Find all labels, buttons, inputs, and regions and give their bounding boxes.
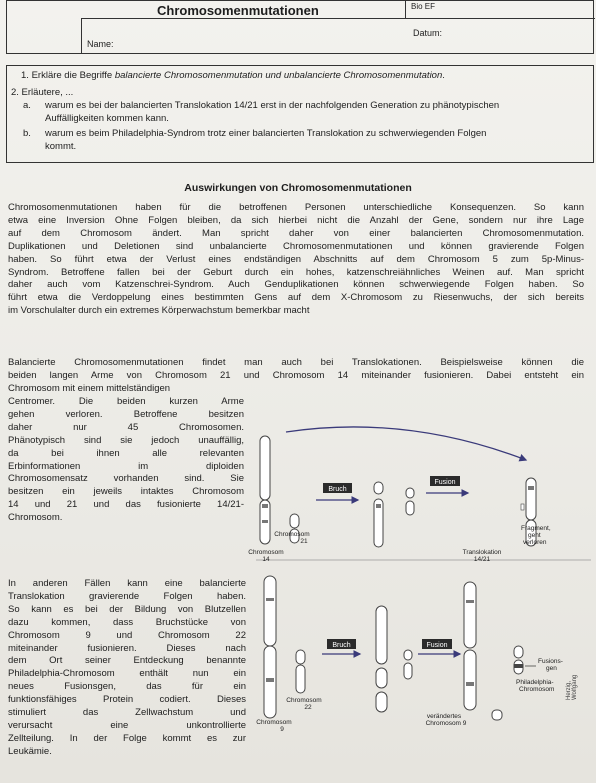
- altered-9-label-2: Chromosom 9: [425, 720, 467, 727]
- altered-chromosome-9: [464, 582, 476, 710]
- text-line: Syndrom. Betroffene fallen bei der Geburt durch ein hohes, katzenschreiähnliches Weinen auf. Man spricht: [8, 266, 584, 278]
- text-line: Philadelphia-Chromosom enthält nun ein: [8, 668, 246, 680]
- fusion-label: Fusion: [434, 479, 456, 486]
- text-line: haben. So führt etwa der Verlust eines endständigen Abschnitts auf dem Chromosom 5 zum 5p-Minus-: [8, 253, 584, 265]
- task-2a: [23, 100, 545, 125]
- fusion-label-2: Fusion: [426, 642, 448, 649]
- text-line: daher nur 45 Chromosomen.: [8, 421, 244, 433]
- task-2a-label: a.: [23, 100, 31, 111]
- text-line: Erbinformationen im diploiden: [8, 460, 244, 472]
- fragment-goes-label: geht: [528, 532, 541, 539]
- task-2b-text: warum es beim Philadelphia-Syndrom trotz einer balancierten Translokation zu schwerwiegenden Folgen kommt.: [45, 128, 487, 152]
- text-line: So kann es bei der Bildung von Blutzellen: [8, 603, 246, 615]
- chromosome-22-number: 22: [304, 704, 312, 711]
- text-line: gehen verloren. Betroffene besitzen: [8, 408, 244, 420]
- reference-arrow: [286, 427, 526, 460]
- chromosome-21: [290, 514, 299, 543]
- text-line: Phänotypisch sind sie jedoch unauffällig,: [8, 434, 244, 446]
- divider: [81, 18, 82, 54]
- text-line: führt etwa die Verdoppelung eines bestimmten Gens auf dem X-Chromosom zu Riesenwuchs, der sich bereits: [8, 292, 584, 304]
- text-line: Leukämie.: [8, 745, 52, 757]
- text-line: etwa eine Inversion Ohne Folgen bleiben, da sich hierbei nicht die Anzahl der Gene, sondern nur ihre Lage: [8, 214, 584, 226]
- translocation-diagram: [246, 420, 591, 770]
- text-line: Balancierte Chromosomenmutationen findet man auch bei Translokationen. Beispielsweise können die: [8, 357, 584, 368]
- chromosome-14-number: 14: [262, 556, 270, 563]
- text-line: miteinander fusionieren. Dieses nach: [8, 642, 246, 654]
- divider: [405, 1, 406, 19]
- text-line: verursacht eine unkontrollierte: [8, 719, 246, 731]
- text-line: funktionsfähiges Protein codiert. Dieses: [8, 694, 246, 706]
- subject-label: Bio EF: [411, 2, 436, 11]
- task-1-text-post: .: [442, 70, 445, 81]
- header-box: [6, 0, 594, 54]
- altered-9-label: verändertes: [426, 713, 462, 720]
- chromosome-9: [264, 576, 276, 718]
- task-1-terms: balancierte Chromosomenmutation und unbalancierte Chromosomenmutation: [114, 70, 443, 81]
- text-line: Chromosom.: [8, 512, 63, 524]
- image-credit: Herzig, Wolfgang: [566, 674, 578, 700]
- fusionsgen-label: Fusions-: [538, 658, 563, 665]
- bruch-label-box: [323, 483, 352, 493]
- fusion-label-box: [422, 639, 452, 649]
- broken-chromosomes: [374, 482, 414, 547]
- date-label: Datum:: [413, 28, 443, 38]
- paragraph-3: [8, 578, 246, 759]
- bruch-label: Bruch: [328, 486, 347, 493]
- paragraph-1: [8, 202, 584, 318]
- chromosome-21-number: 21: [300, 538, 308, 545]
- text-line: In anderen Fällen kann eine balancierte: [8, 578, 246, 589]
- worksheet-title: Chromosomenmutationen: [157, 3, 319, 18]
- task-1-text-pre: Erkläre die Begriffe: [31, 70, 115, 81]
- philadelphia-label-2: Chromosom: [519, 686, 555, 693]
- text-line: Zellteilung. In der Folge kommt es zur: [8, 732, 246, 744]
- text-line: auf dem Chromosom ändert. Man spricht daher von einer balancierten Chromosomenmutation.: [8, 227, 584, 239]
- text-line: Chromosomensatz vorhanden sind. Sie: [8, 473, 244, 485]
- text-line: daher auch vom Katzenschrei-Syndrom. Auch Genduplikationen können schwerwiegende Folgen haben. So: [8, 279, 584, 291]
- chromosome-9-label: Chromosom: [256, 719, 292, 726]
- fusionsgen-label-2: gen: [546, 665, 557, 672]
- fragment-lost-label: verloren: [523, 539, 547, 546]
- text-line: Chromosom 9 und Chromosom 22: [8, 629, 246, 641]
- text-line: besitzen ein jeweils intaktes Chromosom: [8, 486, 244, 498]
- text-line: stimuliert das Zellwachstum und: [8, 707, 246, 719]
- text-line: dazu kommen, dass Bruchstücke von: [8, 616, 246, 628]
- text-line: im Vorschulalter durch ein extremes Körperwachstum bemerkbar macht: [8, 305, 310, 317]
- bruch-label-box: [327, 639, 356, 649]
- task-2b: [23, 128, 515, 153]
- task-1: [21, 70, 445, 83]
- chromosome-14: [260, 436, 270, 544]
- translocation-label: Translokation: [462, 549, 502, 556]
- text-line: dem Ort seiner Entdeckung benannte: [8, 655, 246, 667]
- chromosome-22: [296, 650, 305, 693]
- task-1-number: 1.: [21, 70, 29, 81]
- section-title: Auswirkungen von Chromosomenmutationen: [184, 182, 412, 194]
- paragraph-2-column: [8, 396, 244, 525]
- text-line: Centromer. Die beiden kurzen Arme: [8, 396, 244, 407]
- philadelphia-label: Philadelphia-: [516, 679, 554, 686]
- chromosome-fragment: [492, 710, 502, 720]
- chromosome-22-label: Chromosom: [286, 697, 322, 704]
- fragment-label: Fragment,: [521, 525, 551, 532]
- text-line: Chromosom mit einem mittelständigen: [8, 382, 171, 394]
- task-2: 2. Erläutere, ...: [11, 87, 74, 98]
- chromosome-14-label: Chromosom: [248, 549, 284, 556]
- bruch-label-2: Bruch: [332, 642, 351, 649]
- text-line: Duplikationen und Deletionen sind unbalancierte Chromosomenmutationen und können gravierende Folgen: [8, 240, 584, 252]
- task-2b-label: b.: [23, 128, 31, 139]
- text-line: beiden langen Arme von Chromosom 21 und Chromosom 14 miteinander fusionieren. Dabei entsteht ein: [8, 369, 584, 381]
- chromosome-21-label: Chromosom: [274, 531, 310, 538]
- text-line: Translokation gravierende Folgen haben.: [8, 590, 246, 602]
- task-box: [6, 65, 594, 163]
- text-line: neues Fusionsgen, das für ein: [8, 681, 246, 693]
- text-line: 14 und 21 und das fusionierte 14/21-: [8, 499, 244, 511]
- text-line: Chromosomenmutationen haben für die betroffenen Personen unterschiedliche Konsequenzen. So kann: [8, 202, 584, 213]
- name-label: Name:: [87, 39, 114, 49]
- translocation-number: 14/21: [473, 556, 491, 563]
- task-2a-text: warum es bei der balancierten Translokation 14/21 erst in der nachfolgenden Generation zu phänotypischen Auffälligkeiten kommen kann.: [45, 100, 500, 124]
- paragraph-2: [8, 357, 584, 396]
- philadelphia-chromosome: [514, 646, 523, 674]
- chromosome-9-number: 9: [280, 726, 284, 733]
- text-line: da bei ihnen alle relevanten: [8, 447, 244, 459]
- broken-chromosomes-2: [376, 606, 412, 712]
- fusion-label-box: [430, 476, 460, 486]
- divider: [81, 18, 595, 19]
